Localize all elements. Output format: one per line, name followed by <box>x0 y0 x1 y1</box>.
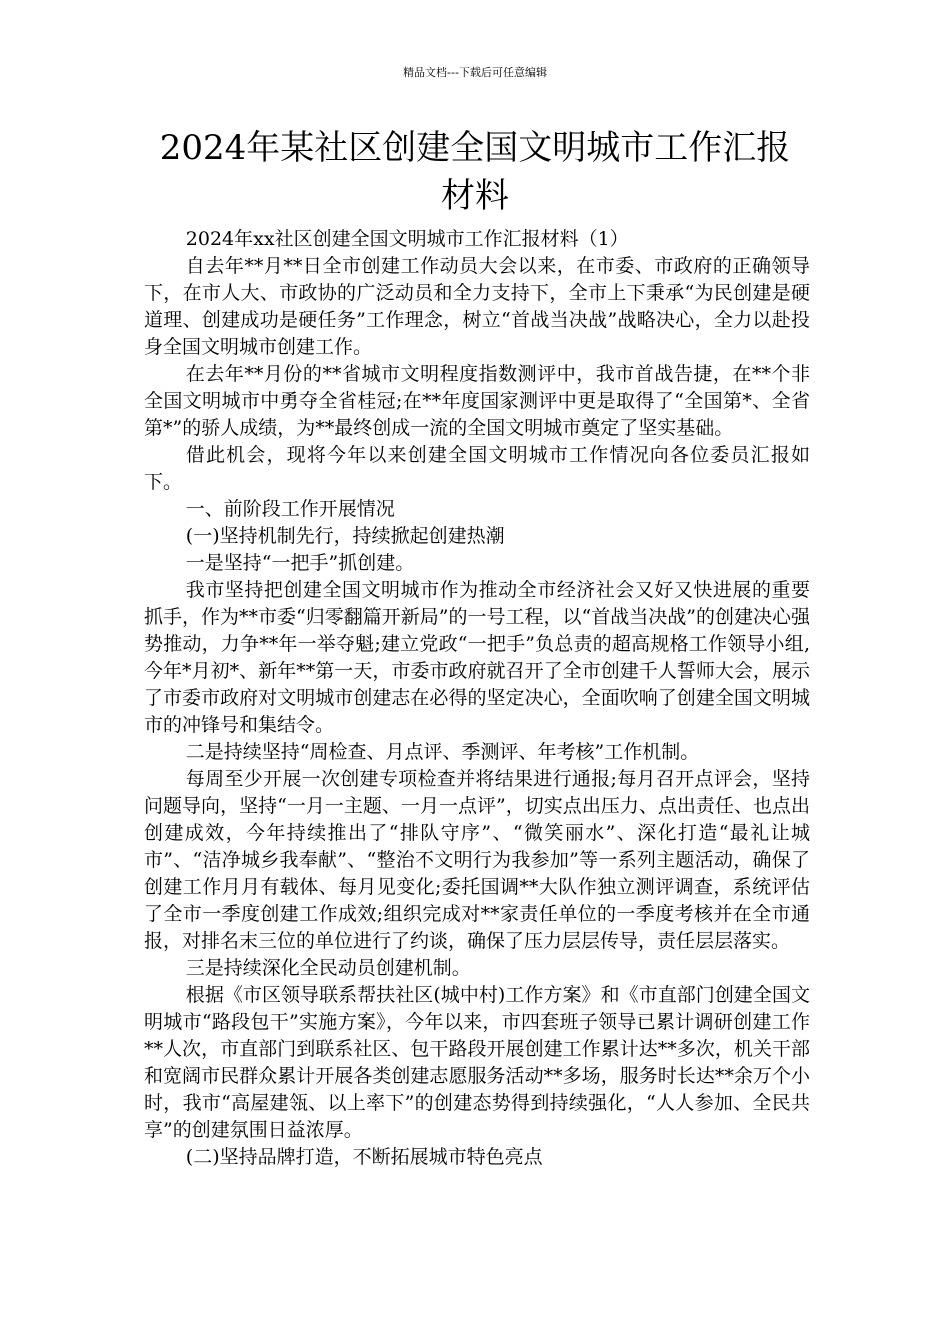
paragraph: 根据《市区领导联系帮扶社区(城中村)工作方案》和《市直部门创建全国文明城市“路段包干”实施方案》，今年以来，市四套班子领导已累计调研创建工作**人次，市直部门到联系社区、包干路段开展创建工作累计达**多次，机关干部和宽阔市民群众累计开展各类创建志愿服务活动**多场，服务时长达**余万个小时，我市“高屋建瓴、以上率下”的创建态势得到持续强化，“人人参加、全民共享”的创建氛围日益浓厚。 <box>144 984 810 1141</box>
page-header: 精品文档---下载后可任意编辑 <box>403 66 547 79</box>
subsection-heading: (二)坚持品牌打造，不断拓展城市特色亮点 <box>185 1146 543 1168</box>
document-subtitle: 2024年xx社区创建全国文明城市工作汇报材料（1） <box>185 228 629 250</box>
point-heading: 三是持续深化全民动员创建机制。 <box>185 957 471 979</box>
section-heading: 一、前阶段工作开展情况 <box>185 498 395 520</box>
paragraph: 在去年**月份的**省城市文明程度指数测评中，我市首战告捷，在**个非全国文明城市中勇夺全省桂冠;在**年度国家测评中更是取得了“全国第*、全省第*”的骄人成绩，为**最终创成一流的全国文明城市奠定了坚实基础。 <box>144 363 810 439</box>
document-body <box>144 226 810 1171</box>
title-line-2: 材料 <box>441 176 509 216</box>
point-heading: 一是坚持“一把手”抓创建。 <box>185 552 415 574</box>
paragraph: 自去年**月**日全市创建工作动员大会以来，在市委、市政府的正确领导下，在市人大、市政协的广泛动员和全力支持下，全市上下秉承“为民创建是硬道理、创建成功是硬任务”工作理念，树立“首战当决战”战略决心，全力以赴投身全国文明城市创建工作。 <box>144 255 810 358</box>
paragraph: 我市坚持把创建全国文明城市作为推动全市经济社会又好又快进展的重要抓手，作为**市委“归零翻篇开新局”的一号工程，以“首战当决战”的创建决心强势推动，力争**年一举夺魁;建立党政“一把手”负总责的超高规格工作领导小组,今年*月初*、新年**第一天，市委市政府就召开了全市创建千人誓师大会，展示了市委市政府对文明城市创建志在必得的坚定决心，全面吹响了创建全国文明城市的冲锋号和集结令。 <box>144 579 810 736</box>
paragraph: 每周至少开展一次创建专项检查并将结果进行通报;每月召开点评会，坚持问题导向，坚持“一月一主题、一月一点评”，切实点出压力、点出责任、也点出创建成效，今年持续推出了“排队守序”、“微笑丽水”、深化打造“最礼让城市”、“洁净城乡我奉献”、“整治不文明行为我参加”等一系列主题活动，确保了创建工作月月有载体、每月见变化;委托国调**大队作独立测评调查，系统评估了全市一季度创建工作成效;组织完成对**家责任单位的一季度考核并在全市通报，对排名末三位的单位进行了约谈，确保了压力层层传导，责任层层落实。 <box>144 768 810 952</box>
point-heading: 二是持续坚持“周检查、月点评、季测评、年考核”工作机制。 <box>185 741 700 763</box>
subsection-heading: (一)坚持机制先行，持续掀起创建热潮 <box>185 525 505 547</box>
paragraph: 借此机会，现将今年以来创建全国文明城市工作情况向各位委员汇报如下。 <box>144 444 810 493</box>
title-line-1: 2024年某社区创建全国文明城市工作汇报 <box>159 128 791 168</box>
document-title <box>140 124 810 220</box>
